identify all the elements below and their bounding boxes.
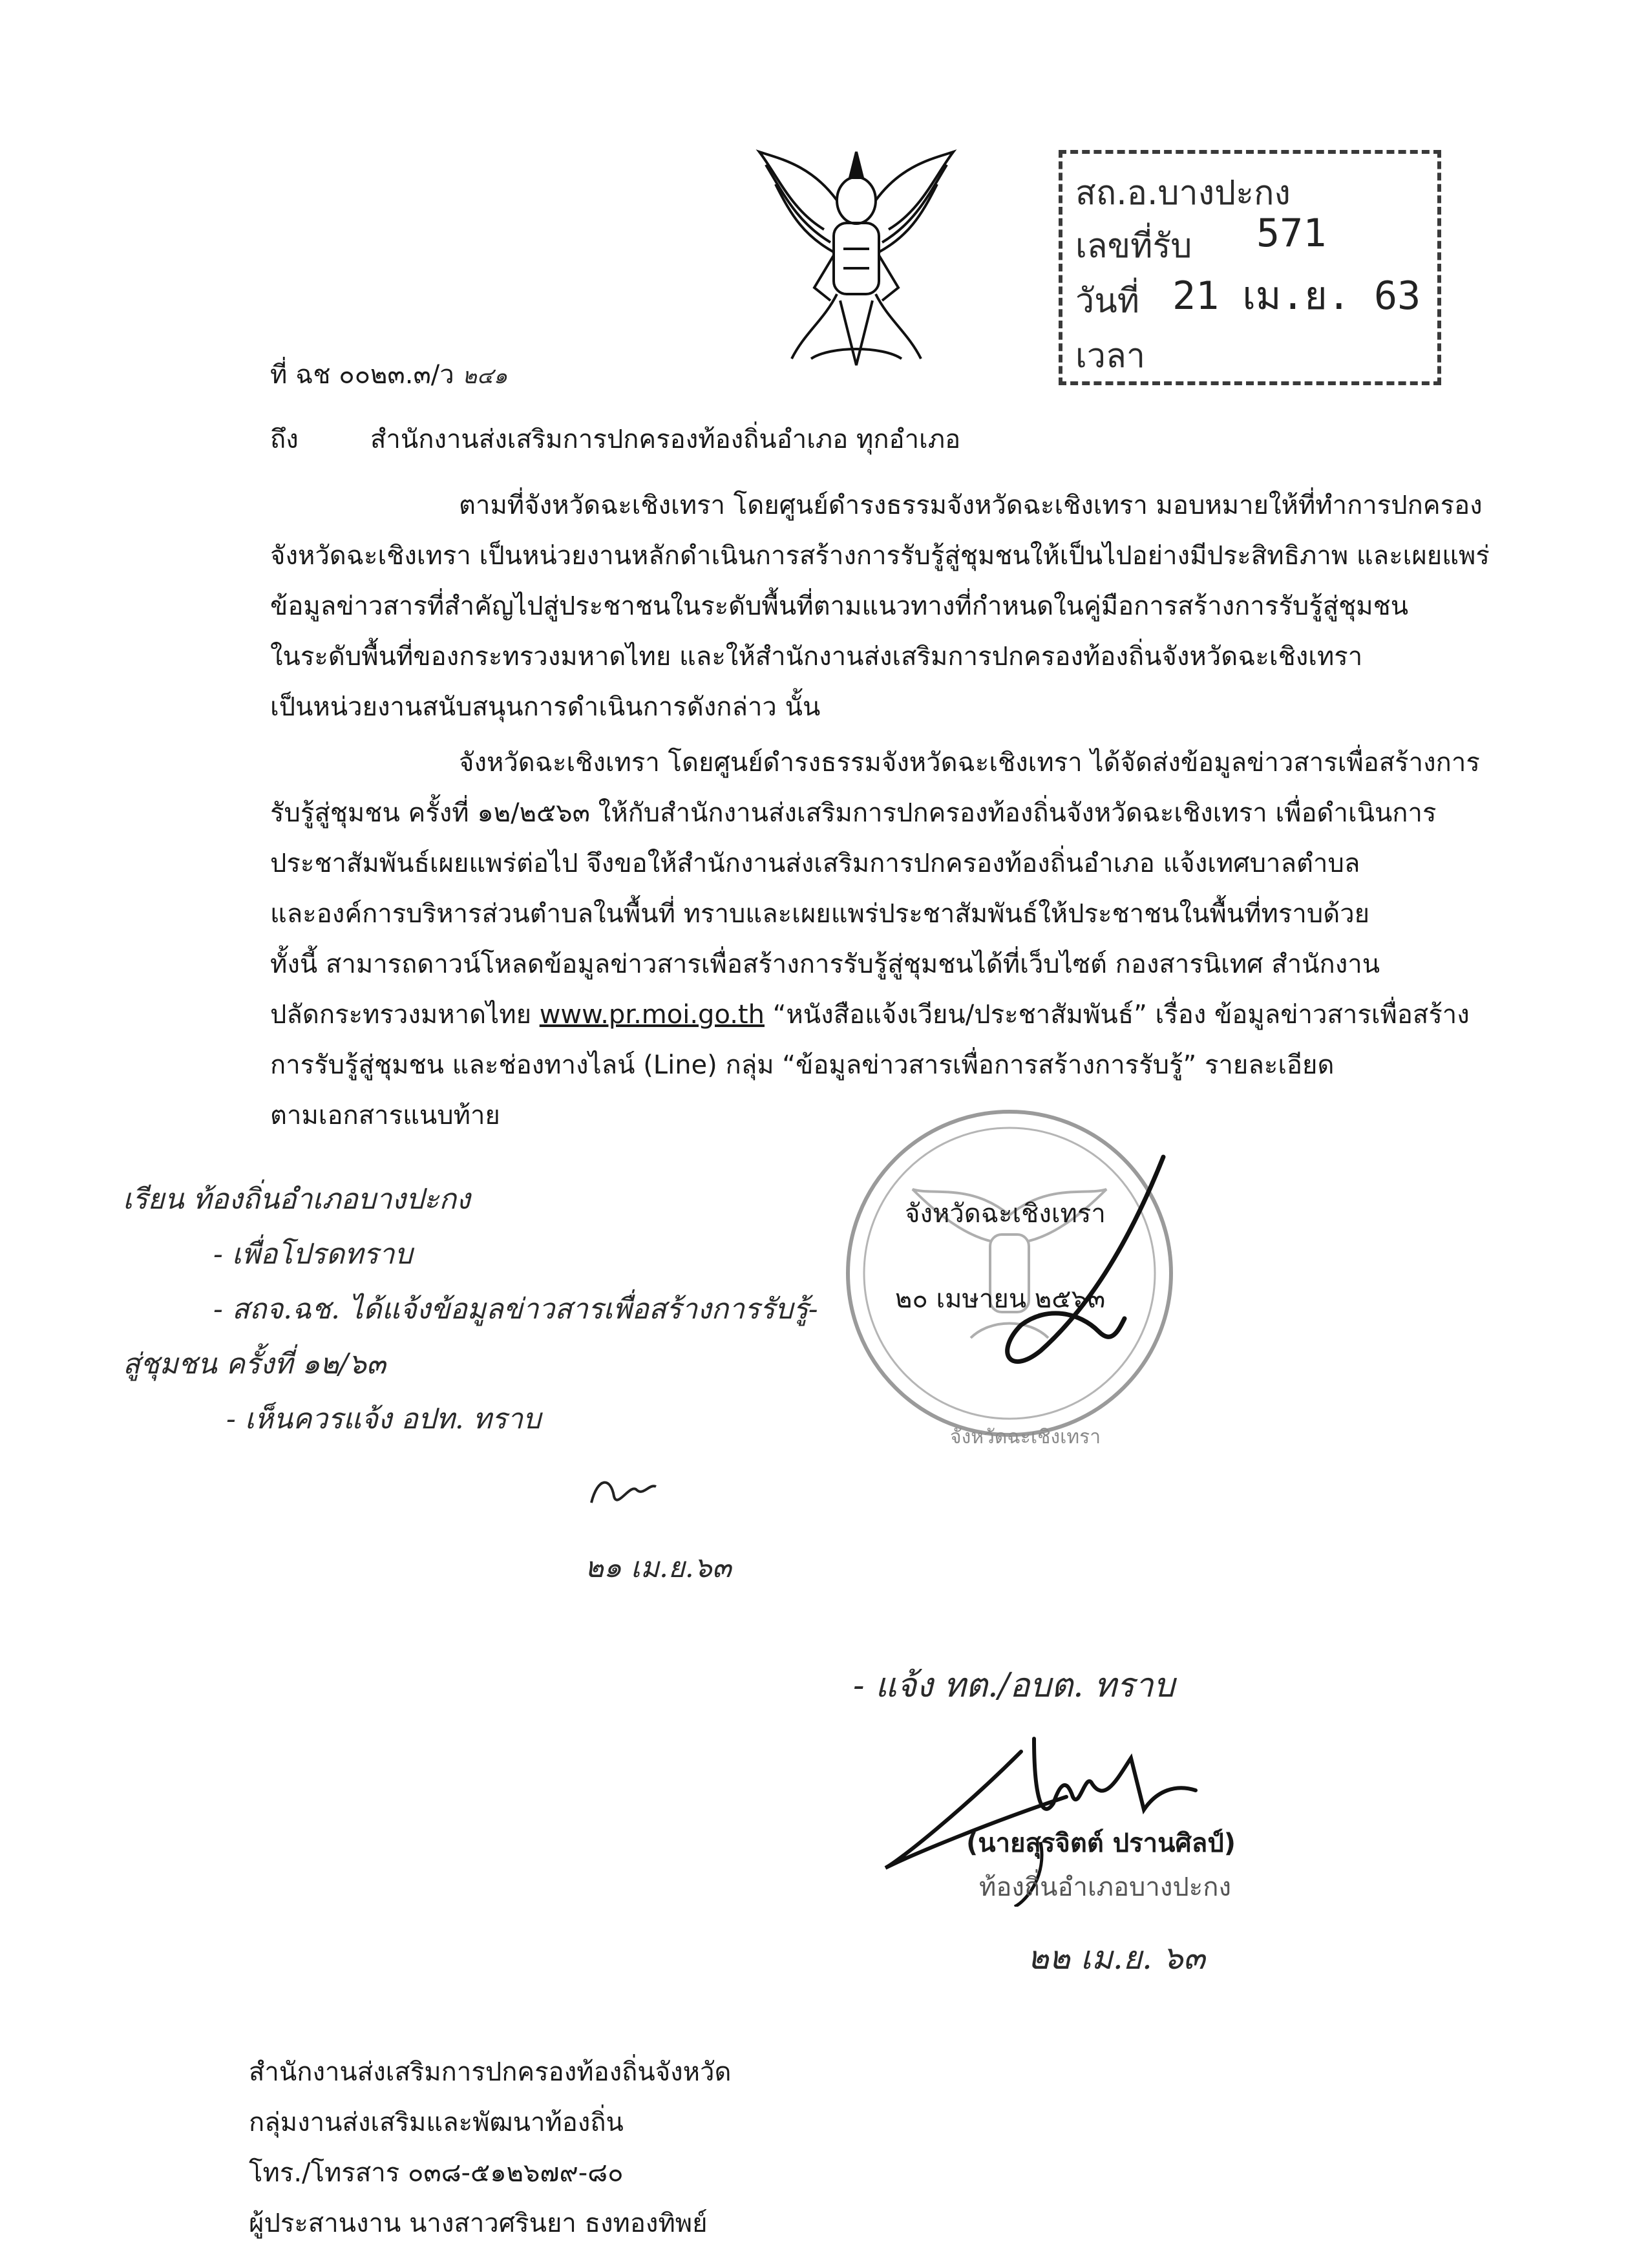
receive-stamp-number-label: เลขที่รับ xyxy=(1075,227,1192,266)
note-line: - สถจ.ฉช. ได้แจ้งข้อมูลข่าวสารเพื่อสร้างการรับรู้- xyxy=(213,1293,818,1326)
para2-line: การรับรู้สู่ชุมชน และช่องทางไลน์ (Line) กลุ่ม “ข้อมูลข่าวสารเพื่อการสร้างการรับรู้” รายละเอียด xyxy=(270,1050,1335,1080)
reference-prefix: ที่ ฉช ๐๐๒๓.๓/ว xyxy=(270,360,454,390)
receive-stamp-number-value: 571 xyxy=(1256,211,1327,256)
para2-line: ตามเอกสารแนบท้าย xyxy=(270,1101,500,1130)
note-line: - เห็นควรแจ้ง อปท. ทราบ xyxy=(226,1403,541,1436)
district-signer-name: (นายสุรจิตต์ ปรานศิลป์) xyxy=(966,1828,1236,1858)
para1-line: ในระดับพื้นที่ของกระทรวงมหาดไทย และให้สำนักงานส่งเสริมการปกครองท้องถิ่นจังหวัดฉะเชิงเทรา xyxy=(270,642,1363,672)
to-label: ถึง xyxy=(270,425,299,454)
note-initials-signature xyxy=(585,1470,662,1516)
receive-stamp-time-label: เวลา xyxy=(1075,337,1146,376)
receive-stamp xyxy=(1059,150,1441,385)
garuda-emblem-icon xyxy=(753,139,960,378)
para1-line: ตามที่จังหวัดฉะเชิงเทรา โดยศูนย์ดำรงธรรมจังหวัดฉะเชิงเทรา มอบหมายให้ที่ทำการปกครอง xyxy=(459,491,1483,520)
para2-line: รับรู้สู่ชุมชน ครั้งที่ ๑๒/๒๕๖๓ ให้กับสำนักงานส่งเสริมการปกครองท้องถิ่นจังหวัดฉะเชิงเทรา เพื่อดำเนินการ xyxy=(270,798,1437,828)
district-signer-position: ท้องถิ่นอำเภอบางปะกง xyxy=(979,1872,1232,1902)
para2-line: จังหวัดฉะเชิงเทรา โดยศูนย์ดำรงธรรมจังหวัดฉะเชิงเทรา ได้จัดส่งข้อมูลข่าวสารเพื่อสร้างการ xyxy=(459,748,1480,778)
reference-handwritten: ๒๔๑ xyxy=(462,363,508,389)
para1-line: เป็นหน่วยงานสนับสนุนการดำเนินการดังกล่าว นั้น xyxy=(270,692,821,722)
seal-text: จังหวัดฉะเชิงเทรา xyxy=(950,1426,1101,1448)
provincial-signature xyxy=(969,1144,1189,1390)
note-line: สู่ชุมชน ครั้งที่ ๑๒/๖๓ xyxy=(123,1348,386,1381)
para2-link-line xyxy=(270,1002,1470,1028)
note-date: ๒๑ เม.ย.๖๓ xyxy=(585,1551,732,1584)
para2-line: ประชาสัมพันธ์เผยแพร่ต่อไป จึงขอให้สำนักงานส่งเสริมการปกครองท้องถิ่นอำเภอ แจ้งเทศบาลตำบล xyxy=(270,849,1360,878)
para2-line: ทั้งนี้ สามารถดาวน์โหลดข้อมูลข่าวสารเพื่อสร้างการรับรู้สู่ชุมชนได้ที่เว็บไซต์ กองสารนิเทศ สำนักงาน xyxy=(270,949,1380,979)
para2-link-before: ปลัดกระทรวงมหาดไทย xyxy=(270,1000,540,1030)
to-recipient: สำนักงานส่งเสริมการปกครองท้องถิ่นอำเภอ ทุกอำเภอ xyxy=(370,425,961,454)
note-line: - เพื่อโปรดทราบ xyxy=(213,1238,413,1271)
reference-number xyxy=(270,362,507,388)
para2-line: และองค์การบริหารส่วนตำบลในพื้นที่ ทราบและเผยแพร่ประชาสัมพันธ์ให้ประชาชนในพื้นที่ทราบด้วย xyxy=(270,899,1370,929)
handwritten-order: - แจ้ง ทต./อบต. ทราบ xyxy=(853,1666,1175,1705)
district-signer-date: ๒๒ เม.ย. ๖๓ xyxy=(1028,1939,1205,1977)
signature-province: จังหวัดฉะเชิงเทรา xyxy=(905,1199,1106,1229)
para2-link-after: “หนังสือแจ้งเวียน/ประชาสัมพันธ์” เรื่อง ข้อมูลข่าวสารเพื่อสร้าง xyxy=(764,1000,1470,1030)
signature-date: ๒๐ เมษายน ๒๕๖๓ xyxy=(895,1284,1106,1314)
footer-division: กลุ่มงานส่งเสริมและพัฒนาท้องถิ่น xyxy=(249,2108,624,2137)
receive-stamp-date-value: 21 เม.ย. 63 xyxy=(1172,273,1421,319)
footer-phone: โทร./โทรสาร ๐๓๘-๕๑๒๖๗๙-๘๐ xyxy=(249,2158,624,2188)
receive-stamp-date-label: วันที่ xyxy=(1075,282,1140,321)
para1-line: ข้อมูลข่าวสารที่สำคัญไปสู่ประชาชนในระดับพื้นที่ตามแนวทางที่กำหนดในคู่มือการสร้างการรับรู้สู่ชุมชน xyxy=(270,591,1409,621)
receive-stamp-office: สถ.อ.บางปะกง xyxy=(1075,174,1291,213)
para1-line: จังหวัดฉะเชิงเทรา เป็นหน่วยงานหลักดำเนินการสร้างการรับรู้สู่ชุมชนให้เป็นไปอย่างมีประสิทธิภาพ และเผยแพร่ xyxy=(270,541,1490,571)
note-line: เรียน ท้องถิ่นอำเภอบางปะกง xyxy=(123,1183,470,1216)
footer-office: สำนักงานส่งเสริมการปกครองท้องถิ่นจังหวัด xyxy=(249,2057,732,2087)
footer-coordinator: ผู้ประสานงาน นางสาวศรินยา ธงทองทิพย์ xyxy=(249,2209,708,2238)
website-link[interactable]: www.pr.moi.go.th xyxy=(539,1000,765,1030)
